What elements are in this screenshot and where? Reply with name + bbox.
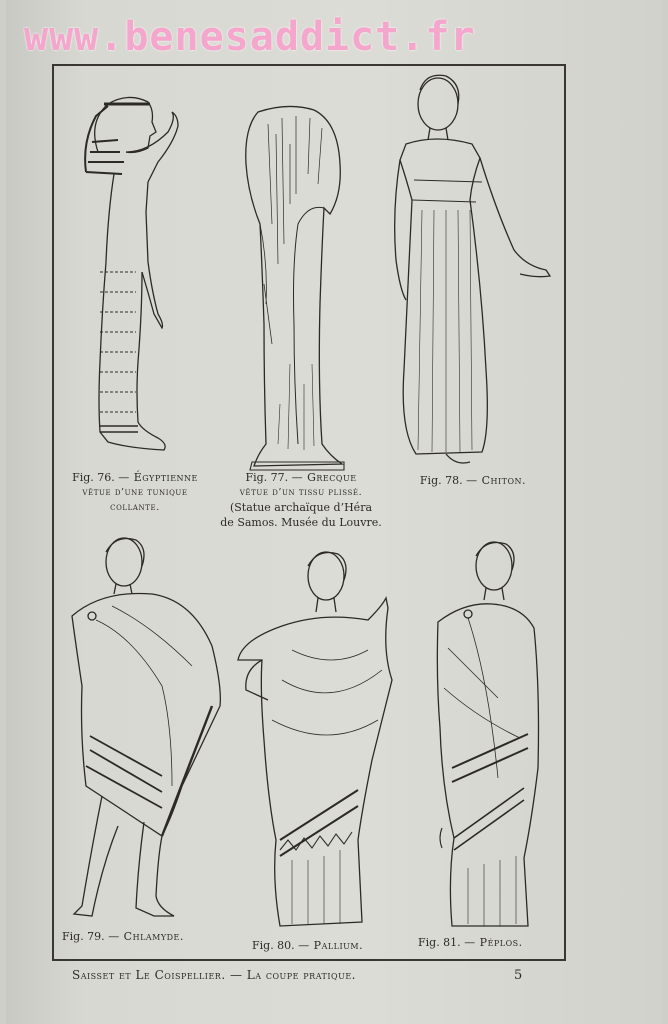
fig-76-line-2: collante. bbox=[110, 502, 160, 513]
illustration-egyptian-woman bbox=[78, 92, 190, 462]
illustration-chlamyde bbox=[62, 536, 228, 926]
illustration-pallium bbox=[232, 550, 402, 932]
caption-fig-80 bbox=[252, 938, 412, 953]
fig-76-line-1: vêtue d’une tunique bbox=[82, 487, 188, 498]
watermark: www.benesaddict.fr bbox=[24, 14, 476, 60]
fig-80-title: — Pallium. bbox=[298, 939, 364, 952]
fig-81-title: — Péplos. bbox=[464, 936, 523, 949]
caption-fig-78 bbox=[398, 473, 548, 488]
fig-77-label: Fig. 77. bbox=[245, 471, 289, 484]
fig-77-title: — Grecque bbox=[291, 471, 357, 484]
fig-78-title: — Chiton. bbox=[466, 474, 527, 487]
illustration-chiton bbox=[386, 70, 556, 470]
fig-81-label: Fig. 81. bbox=[418, 936, 461, 949]
illustration-greek-statue bbox=[238, 104, 346, 472]
page-number: 5 bbox=[514, 968, 523, 983]
fig-80-label: Fig. 80. bbox=[252, 939, 295, 952]
running-footer: Saisset et Le Coispellier. — La coupe pratique. bbox=[72, 968, 356, 982]
fig-76-label: Fig. 76. bbox=[72, 471, 115, 484]
fig-79-label: Fig. 79. bbox=[62, 930, 105, 943]
fig-79-title: — Chlamyde. bbox=[108, 930, 184, 943]
fig-77-line-3: de Samos. Musée du Louvre. bbox=[220, 516, 382, 529]
caption-fig-76 bbox=[60, 470, 210, 515]
caption-fig-79 bbox=[62, 929, 222, 944]
fig-77-line-2: (Statue archaïque d’Héra bbox=[229, 501, 373, 514]
caption-fig-77 bbox=[212, 470, 390, 530]
fig-76-title: — Égyptienne bbox=[118, 471, 198, 484]
fig-78-label: Fig. 78. bbox=[419, 474, 463, 487]
fig-77-line-1: vêtue d’un tissu plissé. bbox=[239, 487, 363, 498]
caption-fig-81 bbox=[418, 935, 558, 950]
illustration-peplos bbox=[428, 538, 548, 930]
